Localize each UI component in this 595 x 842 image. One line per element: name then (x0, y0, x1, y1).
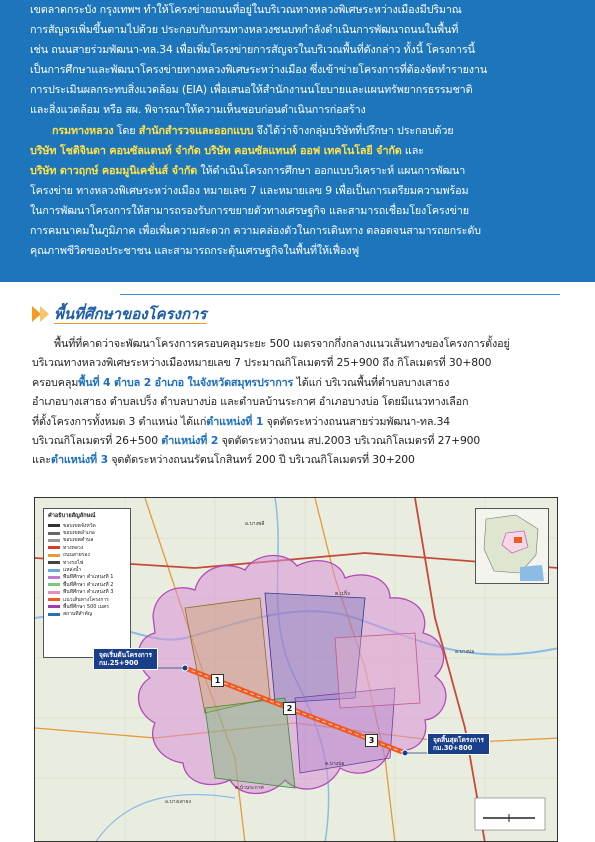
body-line (32, 431, 566, 450)
intro-line (30, 161, 575, 181)
body-line (32, 412, 566, 431)
legend-swatch (48, 569, 60, 572)
intro-line: การประเมินผลกระทบสิ่งแวดล้อม (EIA) เพื่อเสนอให้สำนักงานนโยบายและแผนทรัพยากรธรรมชาติ (30, 83, 473, 97)
section-title: พื้นที่ศึกษาของโครงการ (54, 305, 207, 323)
place-label: อ.บางพลี (245, 521, 265, 527)
legend-item (48, 559, 126, 566)
text-run: บริเวณกิโลเมตรที่ 26+500 (32, 434, 162, 448)
legend-item (48, 603, 126, 610)
text-run: ครอบคลุม (32, 375, 79, 389)
end-km: กม.30+800 (433, 744, 473, 752)
intro-line: การคมนาคมในภูมิภาค เพื่อเพิ่มความสะดวก ความคล่องตัวในการเดินทาง ตลอดจนสามารถยกระดับ (30, 224, 481, 238)
legend-label: พื้นที่ศึกษา ตำแหน่งที่ 3 (63, 589, 114, 596)
intro-line: ในการพัฒนาโครงการให้สามารถรองรับการขยายตัวทางเศรษฐกิจ และสามารถเชื่อมโยงโครงข่าย (30, 203, 469, 217)
double-chevron-icon (32, 302, 54, 326)
highlight-coverage: พื้นที่ 4 ตำบล 2 อำเภอ ในจังหวัดสมุทรปราการ (78, 375, 294, 389)
legend-list (48, 522, 126, 618)
legend-label: สถานที่สำคัญ (63, 611, 93, 618)
legend-item (48, 552, 126, 559)
legend-swatch (48, 554, 60, 557)
highlight-position-2: ตำแหน่งที่ 2 (161, 434, 219, 448)
intro-line: คุณภาพชีวิตของประชาชน และสามารถกระตุ้นเศรษฐกิจในพื้นที่ให้เฟื่องฟู (30, 244, 360, 258)
legend-swatch (48, 605, 60, 608)
text-run: จุดตัดระหว่างถนนรัตนโกสินทร์ 200 ปี บริเวณกิโลเมตรที่ 30+200 (107, 453, 415, 467)
body-line: อำเภอบางเสาธง ตำบลเปร็ง ตำบลบางบ่อ และตำบลบ้านระกาศ อำเภอบางบ่อ โดยมีแนวทางเลือก (32, 395, 469, 409)
highlight-daoreuk: บริษัท ดาวฤกษ์ คอมมูนิเคชั่นส์ จำกัด (30, 163, 198, 177)
intro-line: การสัญจรเพิ่มขึ้นตามไปด้วย ประกอบกับกรมทางหลวงชนบทกำลังดำเนินการพัฒนาถนนในพื้นที่ (30, 23, 459, 37)
legend-swatch (48, 546, 60, 549)
legend-label: ทางหลวง (63, 544, 84, 551)
intro-section (0, 0, 595, 282)
start-title: จุดเริ่มต้นโครงการ (99, 651, 153, 659)
legend-item (48, 596, 126, 603)
legend-swatch (48, 613, 60, 616)
end-title: จุดสิ้นสุดโครงการ (433, 736, 484, 744)
legend-label: ขอบเขตอำเภอ (63, 530, 95, 537)
place-label: อ.บางเสาธง (165, 799, 192, 805)
legend-swatch (48, 576, 60, 579)
study-area-text (32, 334, 566, 470)
position-1-badge: 1 (211, 674, 224, 687)
intro-line: เขตลาดกระบัง กรุงเทพฯ ทำให้โครงข่ายถนนที่อยู่ในบริเวณทางหลวงพิเศษระหว่างเมืองมีปริมาณ (30, 3, 462, 16)
text-run: โดย (113, 123, 139, 137)
body-line (32, 450, 566, 469)
text-run: จึงได้ว่าจ้างกลุ่มบริษัทที่ปรึกษา ประกอบด้วย (253, 123, 454, 137)
body-line (32, 373, 566, 392)
legend-item (48, 566, 126, 573)
legend-label: พื้นที่ศึกษา ตำแหน่งที่ 1 (63, 574, 114, 581)
intro-line: เป็นการศึกษาและพัฒนาโครงข่ายทางหลวงพิเศษระหว่างเมือง ซึ่งเข้าข่ายโครงการที่ต้องจัดทำรายงาน (30, 63, 488, 77)
legend-label: ขอบเขตจังหวัด (63, 522, 96, 529)
location-inset-map (475, 508, 549, 584)
legend-label: แหล่งน้ำ (63, 567, 82, 574)
legend-swatch (48, 532, 60, 535)
legend-swatch (48, 598, 60, 601)
legend-label: แนวเส้นทางโครงการ (63, 596, 109, 603)
legend-swatch (48, 561, 60, 564)
highlight-bureau: สำนักสำรวจและออกแบบ (138, 123, 254, 137)
project-start-callout (93, 648, 158, 670)
text-run: และ (401, 143, 424, 157)
legend-swatch (48, 591, 60, 594)
legend-item (48, 589, 126, 596)
legend-swatch (48, 524, 60, 527)
legend-swatch (48, 539, 60, 542)
highlight-position-1: ตำแหน่งที่ 1 (206, 414, 264, 428)
map-legend (43, 508, 131, 658)
start-km: กม.25+900 (99, 659, 139, 667)
intro-line: เช่น ถนนสายร่วมพัฒนา-ทล.34 เพื่อเพิ่มโครงข่ายการสัญจรในบริเวณพื้นที่ดังกล่าว ทั้งนี้ โครงการนี้ (30, 43, 475, 57)
legend-item (48, 544, 126, 551)
legend-swatch (48, 583, 60, 586)
legend-item (48, 529, 126, 536)
text-run: และ (32, 453, 51, 467)
text-run: จุดตัดระหว่างถนน สป.2003 บริเวณกิโลเมตรที่ 27+900 (218, 434, 481, 448)
highlight-position-3: ตำแหน่งที่ 3 (50, 453, 108, 467)
legend-item (48, 574, 126, 581)
text-run: ที่ตั้งโครงการทั้งหมด 3 ตำแหน่ง ได้แก่ (32, 414, 207, 428)
legend-label: พื้นที่ศึกษา 500 เมตร (63, 604, 109, 610)
text-run: จุดตัดระหว่างถนนสายร่วมพัฒนา-ทล.34 (263, 414, 451, 428)
place-label: อ.บางบ่อ (455, 649, 475, 655)
text-run: ให้ดำเนินโครงการศึกษา ออกแบบวิเคราะห์ แผนการพัฒนา (197, 163, 466, 177)
body-line: พื้นที่ที่คาดว่าจะพัฒนาโครงการครอบคลุมระยะ 500 เมตรจากกึ่งกลางแนวเส้นทางของโครงการตั้งอยู่ (54, 337, 510, 350)
intro-line (30, 141, 575, 161)
legend-item (48, 537, 126, 544)
legend-label: ขอบเขตตำบล (63, 537, 94, 544)
intro-line (30, 121, 575, 141)
legend-label: พื้นที่ศึกษา ตำแหน่งที่ 2 (63, 581, 114, 588)
position-3-badge: 3 (365, 734, 378, 747)
body-line: บริเวณทางหลวงพิเศษระหว่างเมืองหมายเลข 7 ประมาณกิโลเมตรที่ 25+900 ถึง กิโลเมตรที่ 30+800 (32, 356, 492, 370)
intro-line: และสิ่งแวดล้อม หรือ สผ. พิจารณาให้ความเห็นชอบก่อนดำเนินการก่อสร้าง (30, 103, 366, 117)
position-2-badge: 2 (283, 702, 296, 715)
section-divider (120, 294, 560, 295)
place-label: ต.เปร็ง (335, 591, 350, 597)
place-label: ต.บางบ่อ (325, 761, 345, 767)
project-end-callout (427, 733, 490, 755)
legend-label: ถนนสายรอง (63, 552, 90, 559)
place-label: ต.บ้านระกาศ (235, 785, 264, 791)
section-header (32, 300, 207, 328)
legend-item (48, 611, 126, 618)
legend-item (48, 581, 126, 588)
legend-label: ทางรถไฟ (63, 559, 84, 566)
study-area-map (34, 497, 558, 842)
highlight-doh: กรมทางหลวง (52, 123, 114, 137)
text-run: ได้แก่ บริเวณพื้นที่ตำบลบางเสาธง (293, 375, 450, 389)
legend-title: คำอธิบายสัญลักษณ์ (48, 513, 96, 519)
intro-line: โครงข่าย ทางหลวงพิเศษระหว่างเมือง หมายเลข 7 และหมายเลข 9 เพื่อเป็นการเตรียมความพร้อม (30, 183, 469, 197)
legend-item (48, 522, 126, 529)
highlight-consultants: บริษัท โชติจินดา คอนซัลแตนท์ จำกัด บริษัท คอนซัลแทนท์ ออฟ เทคโนโลยี จำกัด (30, 143, 402, 157)
